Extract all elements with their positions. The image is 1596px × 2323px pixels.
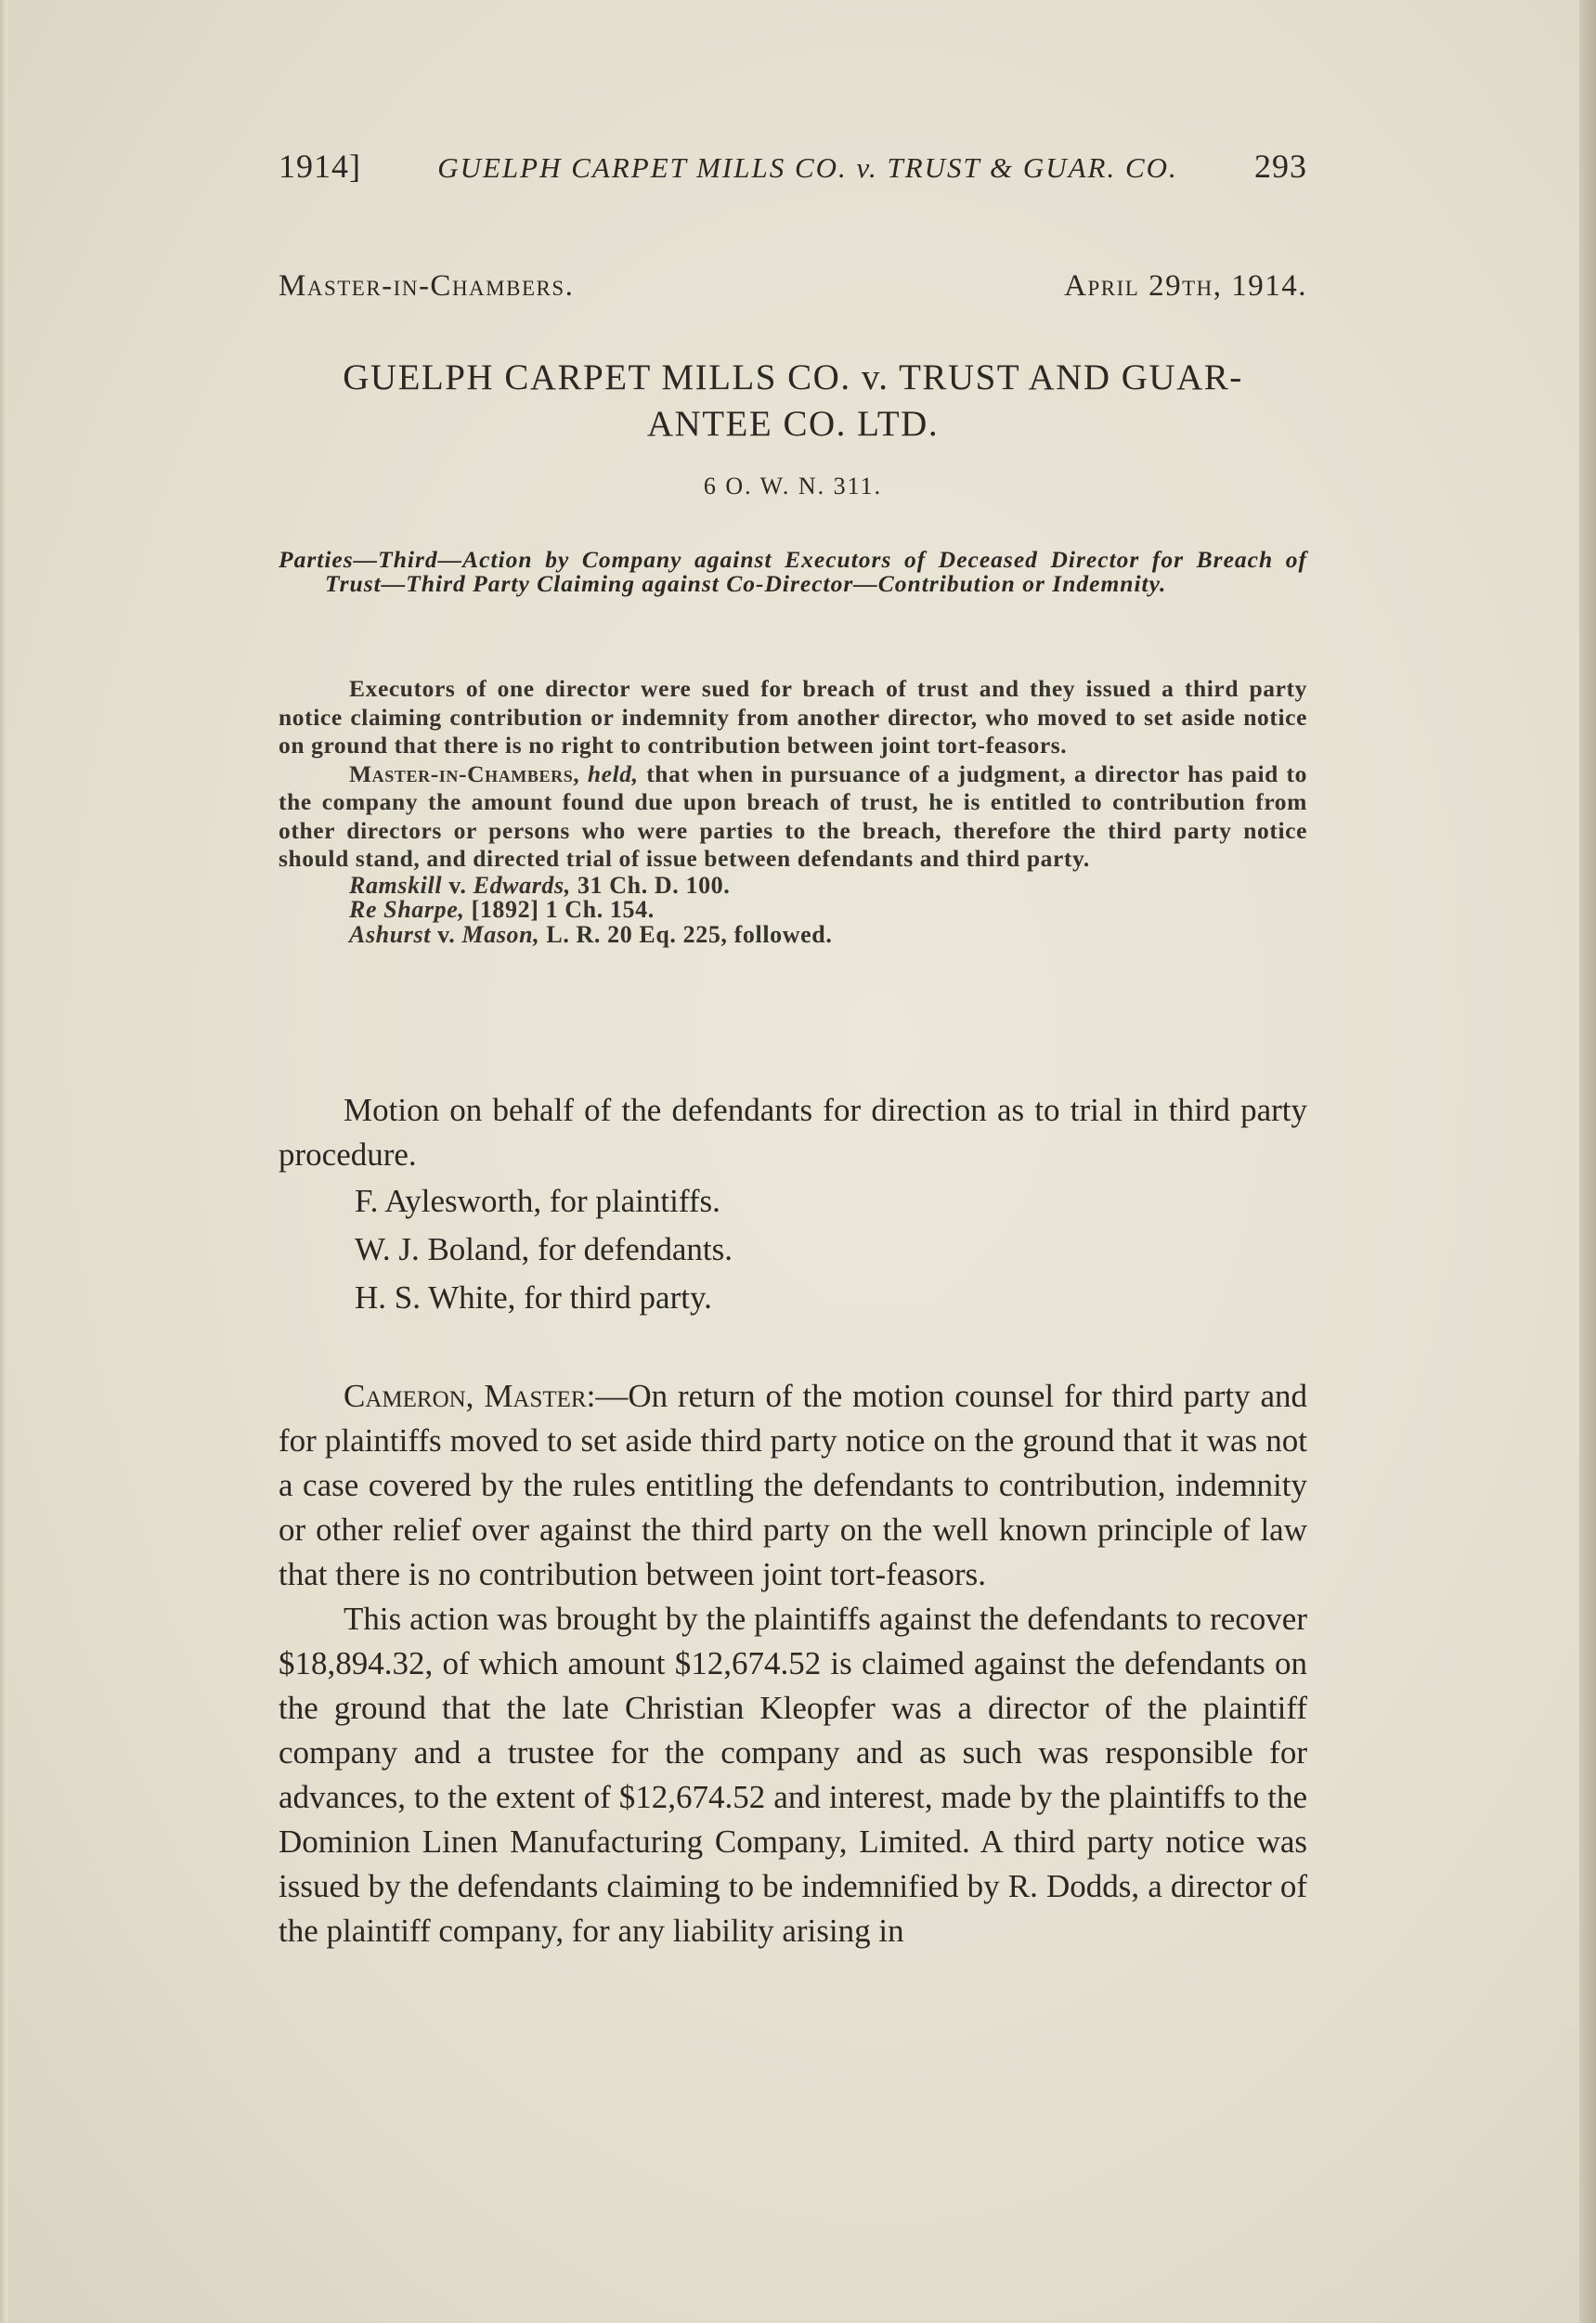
page-number: 293 <box>1253 148 1307 185</box>
case-title <box>279 355 1307 448</box>
headnote <box>279 675 1307 947</box>
judge-name: Cameron, Master <box>344 1378 587 1414</box>
case-title-line-1: GUELPH CARPET MILLS CO. v. TRUST AND GUAR- <box>343 357 1243 397</box>
court-line <box>279 269 1307 304</box>
catchwords: Parties—Third—Action by Company against Executors of Deceased Director for Breach of Trust—Third Party Claiming against Co-Director—Contribution or Indemnity. <box>279 546 1307 597</box>
counsel-line: H. S. White, for third party. <box>355 1279 712 1316</box>
headnote-held: held, <box>587 759 639 787</box>
page-right-edge <box>1579 0 1596 2323</box>
running-head-title: GUELPH CARPET MILLS CO. v. TRUST & GUAR. CO. <box>437 151 1178 184</box>
court-name: Master-in-Chambers. <box>279 269 575 303</box>
headnote-court: Master-in-Chambers, <box>349 759 580 787</box>
running-head <box>279 147 1307 193</box>
cited-cases <box>279 871 1307 948</box>
headnote-paragraph-2 <box>279 760 1307 874</box>
case-citation: 6 O. W. N. 311. <box>703 473 883 500</box>
judgment-body <box>279 1088 1307 1953</box>
paragraph-spacer <box>279 1322 1307 1374</box>
running-head-year: 1914] <box>279 148 361 185</box>
judgment-paragraph-2: This action was brought by the plaintiffs against the defendants to recover $18,894.32, of which amount $12,674.52 is claimed against the defendants on the ground that the late Christian Kleopfer was a director of the plaintiff company and a trustee for the company and as such was responsible for advances, to the extent of $12,674.52 and interest, made by the plaintiffs to the Dominion Linen Manufacturing Company, Limited. A third party notice was issued by the defendants claiming to be indemnified by R. Dodds, a director of the plaintiff company, for any liability arising in <box>279 1601 1307 1949</box>
counsel-line: W. J. Boland, for defendants. <box>355 1231 733 1267</box>
cited-case: Ashurst v. Mason, L. R. 20 Eq. 225, followed. <box>349 920 833 948</box>
cited-case: Re Sharpe, [1892] 1 Ch. 154. <box>349 896 655 923</box>
case-title-line-2: ANTEE CO. LTD. <box>646 404 940 444</box>
motion-paragraph: Motion on behalf of the defendants for direction as to trial in third party procedure. <box>279 1092 1307 1173</box>
cited-case: Ramskill v. Edwards, 31 Ch. D. 100. <box>349 871 731 899</box>
headnote-paragraph-1: Executors of one director were sued for breach of trust and they issued a third party notice claiming contribution or indemnity from another director, who moved to set aside notice on ground that there is no right to contribution between joint tort-feasors. <box>279 675 1307 759</box>
headnote-holding: that when in pursuance of a judgment, a director has paid to the company the amount found due upon breach of trust, he is entitled to contribution from other directors or persons who were parties to the breach, therefore the third party notice should stand, and directed trial of issue between defendants and third party. <box>279 759 1307 872</box>
counsel-line: F. Aylesworth, for plaintiffs. <box>355 1183 720 1219</box>
decision-date: April 29th, 1914. <box>1064 269 1307 303</box>
judgment-paragraph-1: Cameron, Master:—On return of the motion counsel for third party and for plaintiffs moved to set aside third party notice on the ground that it was not a case covered by the rules entitling the defendants to contribution, indemnity or other relief over against the third party on the well known principle of law that there is no contribution between joint tort-feasors. <box>279 1378 1308 1592</box>
page-left-edge <box>0 0 7 2323</box>
